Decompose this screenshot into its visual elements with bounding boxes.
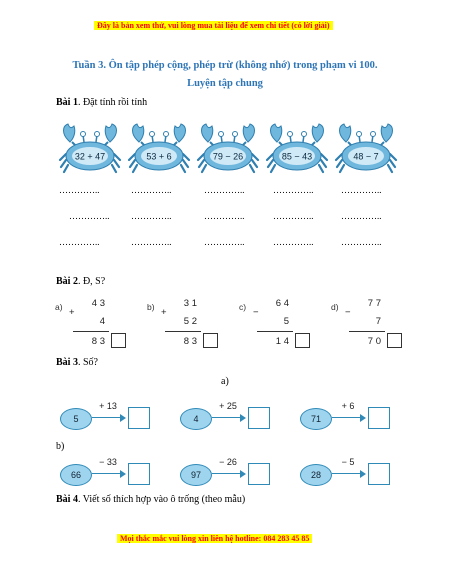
bottom-number: 5 2	[183, 316, 197, 327]
result-line	[165, 331, 201, 332]
arrow-head-icon	[120, 470, 126, 478]
bai3-row-a	[60, 401, 400, 434]
top-number: 7 7	[367, 298, 381, 309]
problem-tag: a)	[55, 302, 63, 312]
answer-line[interactable]: …………..	[69, 211, 110, 221]
answer-line[interactable]: …………..	[273, 237, 314, 247]
answer-line[interactable]: …………..	[204, 237, 245, 247]
answer-line[interactable]: …………..	[131, 211, 172, 221]
answer-line[interactable]: …………..	[341, 237, 382, 247]
arrow-line	[332, 473, 362, 474]
bai3-part-b: b)	[56, 441, 65, 452]
column-problem	[331, 298, 421, 358]
arrow-head-icon	[120, 414, 126, 422]
start-number: 4	[180, 408, 212, 430]
operation-label: − 26	[219, 457, 237, 467]
bai2-text: . Đ, S?	[77, 276, 106, 287]
arrow-line	[212, 473, 242, 474]
page-title: Tuần 3. Ôn tập phép cộng, phép trừ (không nhớ) trong phạm vi 100.	[72, 60, 378, 71]
crab-row	[58, 120, 398, 180]
answer-line[interactable]: …………..	[131, 185, 172, 195]
answer-dots	[55, 185, 400, 250]
bai3-part-a: a)	[221, 376, 229, 387]
answer-box[interactable]	[128, 463, 150, 485]
arrow-line	[332, 417, 362, 418]
page-subtitle: Luyện tập chung	[187, 78, 263, 89]
bai2-heading	[56, 276, 105, 287]
answer-line[interactable]: …………..	[131, 237, 172, 247]
operator: +	[69, 307, 75, 318]
crab-expression: 32 + 47	[74, 151, 106, 162]
true-false-box[interactable]	[203, 333, 218, 348]
answer-box[interactable]	[368, 407, 390, 429]
crab-icon	[127, 120, 191, 176]
operator: −	[253, 307, 259, 318]
answer-line[interactable]: …………..	[273, 185, 314, 195]
true-false-box[interactable]	[387, 333, 402, 348]
operator: +	[161, 307, 167, 318]
answer-line[interactable]: …………..	[59, 185, 100, 195]
top-number: 4 3	[91, 298, 105, 309]
footer-hotline: Mọi thắc mắc vui lòng xin liên hệ hotline: 084 283 45 85	[117, 534, 312, 543]
column-problem	[147, 298, 237, 358]
answer-box[interactable]	[128, 407, 150, 429]
bottom-number: 4	[99, 316, 105, 327]
answer-line[interactable]: …………..	[341, 185, 382, 195]
crab-card	[58, 120, 122, 176]
answer-line[interactable]: …………..	[59, 237, 100, 247]
crab-card	[127, 120, 191, 176]
answer-box[interactable]	[248, 463, 270, 485]
answer-line[interactable]: …………..	[204, 185, 245, 195]
preview-banner: Đây là bản xem thử, vui lòng mua tài liệu để xem chi tiết (có lời giải)	[94, 21, 333, 30]
crab-expression: 53 + 6	[146, 151, 172, 162]
top-number: 3 1	[183, 298, 197, 309]
result-number: 7 0	[367, 336, 381, 347]
bai1-label: Bài 1	[56, 97, 78, 108]
bai4-label: Bài 4	[56, 494, 78, 505]
column-problem	[239, 298, 329, 358]
result-number: 8 3	[183, 336, 197, 347]
operation-label: + 13	[99, 401, 117, 411]
crab-icon	[265, 120, 329, 176]
problem-tag: c)	[239, 302, 247, 312]
start-number: 66	[60, 464, 92, 486]
arrow-line	[92, 417, 122, 418]
arrow-head-icon	[360, 470, 366, 478]
bottom-number: 7	[375, 316, 381, 327]
problem-tag: d)	[331, 302, 339, 312]
problem-tag: b)	[147, 302, 155, 312]
bai4-text: . Viết số thích hợp vào ô trống (theo mẫu)	[77, 494, 246, 505]
operation-label: − 5	[341, 457, 355, 467]
crab-icon	[58, 120, 122, 176]
crab-expression: 85 − 43	[281, 151, 313, 162]
bai3-text: . Số?	[77, 357, 98, 368]
bai4-heading	[56, 494, 245, 505]
arrow-line	[92, 473, 122, 474]
operation-label: + 25	[219, 401, 237, 411]
result-number: 1 4	[275, 336, 289, 347]
bai3-heading	[56, 357, 98, 368]
bai2-label: Bài 2	[56, 276, 78, 287]
answer-box[interactable]	[248, 407, 270, 429]
crab-icon	[334, 120, 398, 176]
start-number: 28	[300, 464, 332, 486]
operation-label: − 33	[99, 457, 117, 467]
start-number: 97	[180, 464, 212, 486]
crab-expression: 48 − 7	[353, 151, 379, 162]
operator: −	[345, 307, 351, 318]
column-problem	[55, 298, 145, 358]
true-false-box[interactable]	[111, 333, 126, 348]
answer-line[interactable]: …………..	[204, 211, 245, 221]
start-number: 5	[60, 408, 92, 430]
bai3-row-b	[60, 457, 400, 490]
bai1-text: . Đặt tính rồi tính	[77, 97, 148, 108]
arrow-line	[212, 417, 242, 418]
answer-line[interactable]: …………..	[273, 211, 314, 221]
bai1-heading	[56, 97, 147, 108]
crab-icon	[196, 120, 260, 176]
crab-card	[334, 120, 398, 176]
result-line	[349, 331, 385, 332]
result-line	[73, 331, 109, 332]
crab-card	[265, 120, 329, 176]
operation-label: + 6	[341, 401, 355, 411]
arrow-head-icon	[360, 414, 366, 422]
bottom-number: 5	[283, 316, 289, 327]
answer-box[interactable]	[368, 463, 390, 485]
result-line	[257, 331, 293, 332]
crab-expression: 79 − 26	[212, 151, 244, 162]
top-number: 6 4	[275, 298, 289, 309]
answer-line[interactable]: …………..	[341, 211, 382, 221]
arrow-head-icon	[240, 470, 246, 478]
true-false-box[interactable]	[295, 333, 310, 348]
crab-card	[196, 120, 260, 176]
bai2-problems	[55, 298, 400, 358]
start-number: 71	[300, 408, 332, 430]
bai3-label: Bài 3	[56, 357, 78, 368]
arrow-head-icon	[240, 414, 246, 422]
result-number: 8 3	[91, 336, 105, 347]
